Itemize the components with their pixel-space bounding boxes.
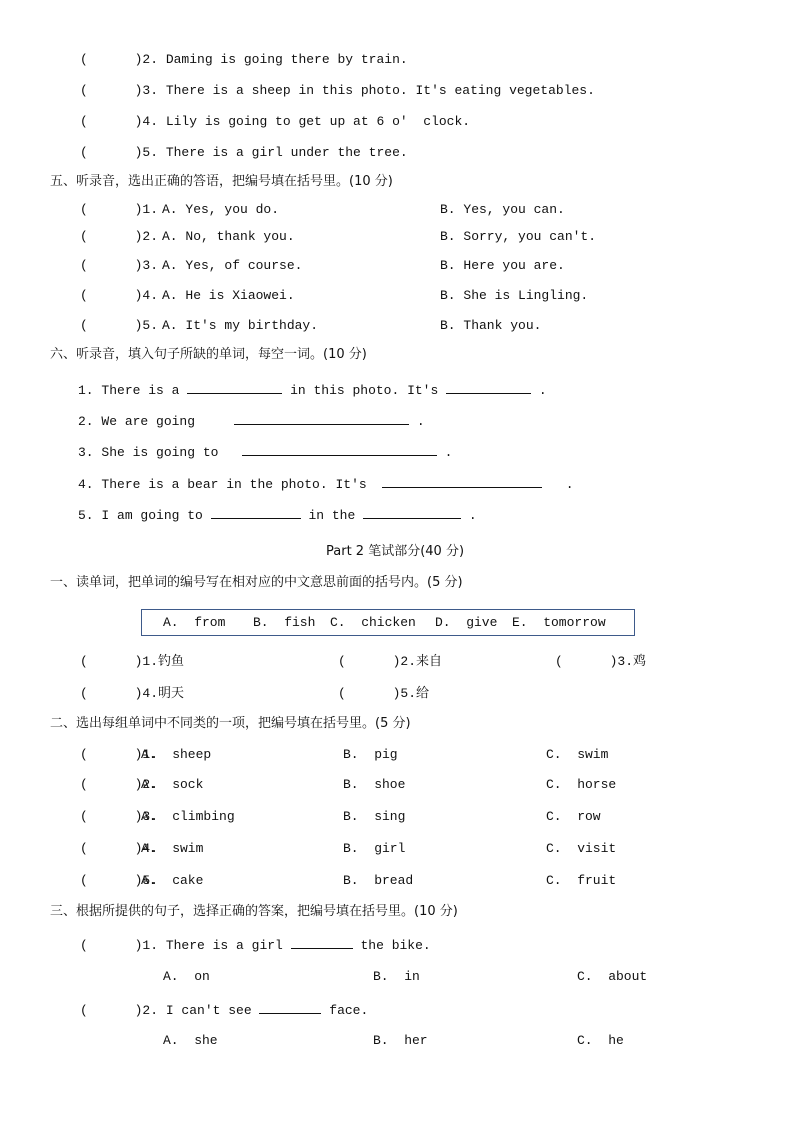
answer-bracket[interactable]: ( )5. xyxy=(80,145,159,160)
option-b: B. her xyxy=(373,1033,428,1048)
option-b: B. She is Lingling. xyxy=(440,288,589,303)
answer-bracket[interactable]: ( )2. xyxy=(80,229,159,244)
option-a: A. swim xyxy=(141,841,204,856)
word-bank-item: C. chicken xyxy=(330,615,416,630)
answer-bracket[interactable]: ( )2. xyxy=(338,654,417,669)
match-item: ( )2.来自 xyxy=(338,654,443,669)
option-c: C. swim xyxy=(546,747,609,762)
question-row: ( )3. There is a sheep in this photo. It's eating vegetables. xyxy=(80,83,595,98)
blank-line[interactable] xyxy=(242,443,437,456)
match-item: ( )3.鸡 xyxy=(555,654,647,669)
fill-blank-row: 3. She is going to . xyxy=(78,445,453,460)
match-item: ( )1.钓鱼 xyxy=(80,654,185,669)
blank-line[interactable] xyxy=(259,1001,321,1014)
option-a: A. on xyxy=(163,969,210,984)
answer-bracket[interactable]: ( )3. xyxy=(80,258,159,273)
option-c: C. fruit xyxy=(546,873,617,888)
fill-blank-row: 4. There is a bear in the photo. It's . xyxy=(78,477,574,492)
option-b: B. girl xyxy=(343,841,406,856)
option-b: B. shoe xyxy=(343,777,406,792)
option-a: A. It's my birthday. xyxy=(162,318,319,333)
answer-bracket[interactable]: ( )1. xyxy=(80,202,159,217)
option-a: A. sheep xyxy=(141,747,212,762)
blank-line[interactable] xyxy=(382,475,542,488)
answer-bracket[interactable]: ( )1. xyxy=(80,938,159,953)
option-a: A. climbing xyxy=(141,809,235,824)
blank-line[interactable] xyxy=(234,412,409,425)
option-a: A. sock xyxy=(141,777,204,792)
question-row: ( )4. Lily is going to get up at 6 o' clock. xyxy=(80,114,471,129)
word-bank-item: B. fish xyxy=(253,615,316,630)
section-title: 六、听录音，填入句子所缺的单词，每空一词。(10 分) xyxy=(50,347,367,362)
fill-blank-row: 5. I am going to in the . xyxy=(78,508,477,523)
option-c: C. visit xyxy=(546,841,617,856)
answer-bracket[interactable]: ( )3. xyxy=(555,654,634,669)
part-heading: Part 2 笔试部分(40 分) xyxy=(326,544,465,559)
blank-line[interactable] xyxy=(446,381,531,394)
option-a: A. Yes, of course. xyxy=(162,258,303,273)
question-row: ( )2. I can't see face. xyxy=(80,1003,369,1018)
question-row: ( )1. There is a girl the bike. xyxy=(80,938,431,953)
answer-bracket[interactable]: ( )3. xyxy=(80,83,159,98)
section-title: 五、听录音，选出正确的答语，把编号填在括号里。(10 分) xyxy=(50,174,393,189)
option-c: C. horse xyxy=(546,777,617,792)
answer-bracket[interactable]: ( )3. xyxy=(80,809,159,824)
answer-bracket[interactable]: ( )5. xyxy=(80,318,159,333)
match-item: ( )5.给 xyxy=(338,686,430,701)
option-a: A. she xyxy=(163,1033,218,1048)
answer-bracket[interactable]: ( )5. xyxy=(80,873,159,888)
blank-line[interactable] xyxy=(291,936,353,949)
answer-bracket[interactable]: ( )5. xyxy=(338,686,417,701)
option-a: A. He is Xiaowei. xyxy=(162,288,295,303)
answer-bracket[interactable]: ( )4. xyxy=(80,841,159,856)
blank-line[interactable] xyxy=(187,381,282,394)
option-b: B. Yes, you can. xyxy=(440,202,565,217)
section-title: 三、根据所提供的句子，选择正确的答案，把编号填在括号里。(10 分) xyxy=(50,904,458,919)
question-row: ( )5. There is a girl under the tree. xyxy=(80,145,408,160)
answer-bracket[interactable]: ( )1. xyxy=(80,747,159,762)
section-title: 二、选出每组单词中不同类的一项，把编号填在括号里。(5 分) xyxy=(50,716,411,731)
answer-bracket[interactable]: ( )2. xyxy=(80,777,159,792)
answer-bracket[interactable]: ( )4. xyxy=(80,686,159,701)
option-c: C. about xyxy=(577,969,648,984)
option-b: B. Here you are. xyxy=(440,258,565,273)
option-b: B. in xyxy=(373,969,420,984)
fill-blank-row: 1. There is a in this photo. It's . xyxy=(78,383,547,398)
section-title: 一、读单词，把单词的编号写在相对应的中文意思前面的括号内。(5 分) xyxy=(50,575,463,590)
answer-bracket[interactable]: ( )2. xyxy=(80,52,159,67)
fill-blank-row: 2. We are going . xyxy=(78,414,425,429)
match-item: ( )4.明天 xyxy=(80,686,185,701)
option-b: B. Sorry, you can't. xyxy=(440,229,597,244)
question-row: ( )2. Daming is going there by train. xyxy=(80,52,408,67)
option-a: A. cake xyxy=(141,873,204,888)
option-b: B. Thank you. xyxy=(440,318,542,333)
answer-bracket[interactable]: ( )1. xyxy=(80,654,159,669)
word-bank-item: D. give xyxy=(435,615,498,630)
word-bank-item: A. from xyxy=(163,615,226,630)
option-b: B. sing xyxy=(343,809,406,824)
option-c: C. he xyxy=(577,1033,624,1048)
option-a: A. Yes, you do. xyxy=(162,202,280,217)
option-b: B. pig xyxy=(343,747,398,762)
option-a: A. No, thank you. xyxy=(162,229,295,244)
answer-bracket[interactable]: ( )4. xyxy=(80,288,159,303)
answer-bracket[interactable]: ( )2. xyxy=(80,1003,159,1018)
blank-line[interactable] xyxy=(211,506,301,519)
word-bank-item: E. tomorrow xyxy=(512,615,606,630)
answer-bracket[interactable]: ( )4. xyxy=(80,114,159,129)
blank-line[interactable] xyxy=(363,506,461,519)
option-b: B. bread xyxy=(343,873,414,888)
option-c: C. row xyxy=(546,809,601,824)
